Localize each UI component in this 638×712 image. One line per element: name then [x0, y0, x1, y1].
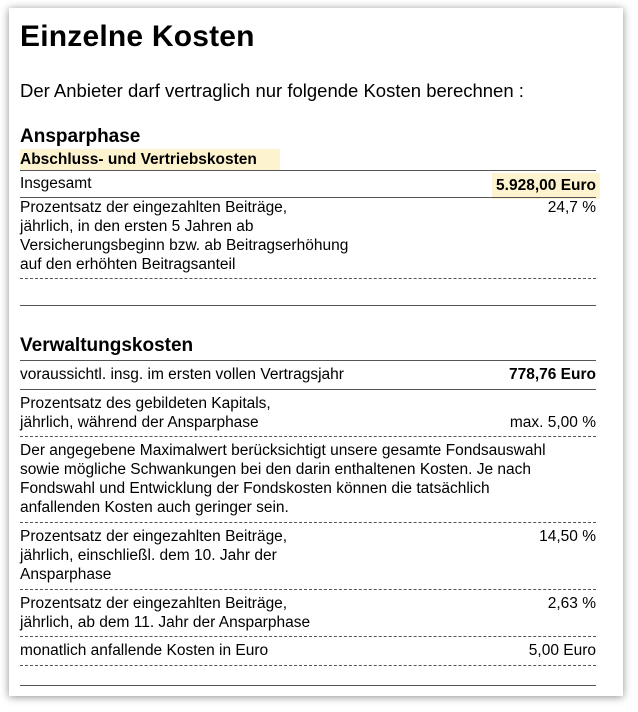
capital-value: max. 5,00 % [509, 414, 596, 431]
divider [20, 636, 596, 637]
total-row [20, 173, 596, 195]
capital-row [20, 394, 596, 432]
fund-note-text: Der angegebene Maximalwert berücksichtigt unsere gesamte Fondsauswahl sowie mögliche Schwankungen bei den darin enthaltenen Kosten. Je nach Fondswahl und Entwicklung der Fondskosten können die tatsächlich anfallenden Kosten auch geringer sein. [20, 442, 546, 516]
divider [20, 436, 596, 437]
monthly-label: monatlich anfallende Kosten in Euro [20, 642, 269, 659]
divider [20, 665, 596, 666]
cost-document [9, 8, 623, 696]
until-year10-label: Prozentsatz der eingezahlten Beiträge, jährlich, einschließl. dem 10. Jahr der Ansparphase [20, 528, 288, 583]
total-label: Insgesamt [20, 175, 92, 192]
total-value: 5.928,00 Euro [492, 173, 600, 199]
subheading-abschlusskosten: Abschluss- und Vertriebskosten [20, 149, 280, 170]
from-year11-label: Prozentsatz der eingezahlten Beiträge, jährlich, ab dem 11. Jahr der Ansparphase [20, 595, 311, 631]
page-title: Einzelne Kosten [20, 20, 255, 53]
capital-label: Prozentsatz des gebildeten Kapitals, jährlich, während der Ansparphase [20, 395, 271, 431]
divider [20, 389, 596, 390]
divider [20, 170, 596, 171]
intro-text: Der Anbieter darf vertraglich nur folgende Kosten berechnen : [20, 80, 524, 101]
divider [20, 685, 596, 686]
divider [20, 278, 596, 279]
section-heading-ansparphase: Ansparphase [20, 126, 141, 147]
divider [20, 305, 596, 306]
percent-value: 24,7 % [547, 199, 596, 216]
until-year10-value: 14,50 % [539, 528, 596, 545]
first-year-label: voraussichtl. insg. im ersten vollen Vertragsjahr [20, 366, 344, 383]
divider [20, 360, 596, 361]
monthly-value: 5,00 Euro [528, 642, 596, 659]
divider [20, 522, 596, 523]
percent-label: Prozentsatz der eingezahlten Beiträge, jährlich, in den ersten 5 Jahren ab Versicherungsbeginn bzw. ab Beitragserhöhung auf den erhöhten Beitragsanteil [20, 199, 349, 273]
from-year11-value: 2,63 % [547, 595, 596, 612]
section-heading-verwaltungskosten: Verwaltungskosten [20, 335, 194, 356]
divider [20, 589, 596, 590]
first-year-value: 778,76 Euro [508, 366, 596, 383]
